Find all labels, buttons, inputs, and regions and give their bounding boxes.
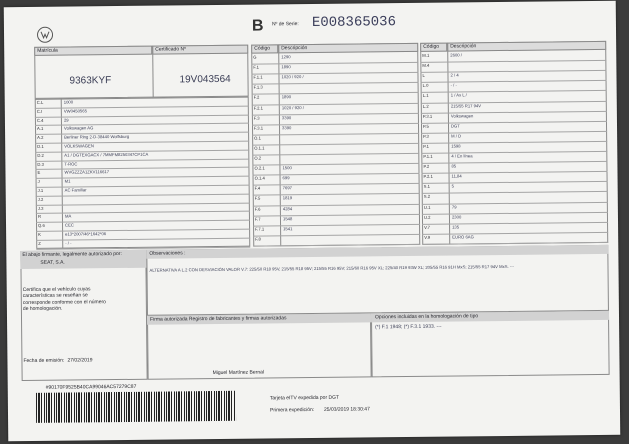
mid-row-value: 1290 [281, 54, 291, 60]
opciones-label: Opciones incluidas en la homologación de tipo [374, 313, 479, 321]
right-row-code: M.1 [422, 52, 430, 58]
certifica-text: Certifica que el vehículo cuyas características se reseñan se corresponde conforme con el número de homologación. [22, 286, 106, 312]
left-row-code: J.3 [37, 205, 44, 211]
left-row-value: T-ROC [64, 161, 78, 167]
right-row-code: L [422, 72, 425, 79]
certificado-header: Certificado Nº [152, 45, 248, 55]
mid-row-value: 7697 [282, 185, 293, 191]
left-row-code: Z [38, 240, 41, 246]
tarjeta-line: Tarjeta eITV expedida por DGT [269, 394, 340, 402]
right-row-value: EURO 6AG [452, 234, 474, 240]
right-row-value: 215/55 R17 94V [450, 102, 482, 109]
right-row-code: M.4 [422, 62, 430, 68]
right-row-value: - / - [450, 82, 457, 88]
right-row-code: S.1 [423, 184, 430, 190]
left-row-value: AC Familiar [64, 187, 87, 193]
right-codigo-header: Código [420, 43, 447, 52]
itv-card-document [4, 1, 621, 441]
left-row-value: M1 [64, 178, 71, 184]
fecha-label: Fecha de emisión: [23, 357, 65, 365]
right-row-code: P.3.1 [422, 113, 433, 119]
mid-row-code: F.1.1 [253, 74, 263, 80]
mid-row-code: O.1 [254, 135, 261, 141]
mid-row-value: 699 [282, 175, 290, 181]
mid-row-value: 1500 [282, 165, 292, 171]
signer-company: SEAT, S.A. [40, 259, 65, 266]
certificado-value: 19V043564 [179, 73, 231, 86]
mid-row-code: O.1.4 [254, 175, 265, 181]
mid-row-code: F.3.1 [253, 125, 264, 131]
left-row-code: J [37, 179, 40, 185]
left-row-value: A1 / DGTEXGACX / 7MMFM8250347CP1CA [64, 151, 149, 158]
left-row-code: C.L [36, 99, 44, 105]
mid-codigo-header: Código [251, 44, 278, 53]
left-row-code: E [37, 170, 41, 176]
right-row-code: L.1 [422, 93, 429, 99]
right-row-value: 1 / Ax L / [450, 92, 467, 98]
barcode-text: #90170F9525B40CA99046AC57279C87 [45, 383, 137, 391]
mid-row-code: F.5 [254, 195, 261, 201]
signer-label: El abajo firmante, legalmente autorizado por: [22, 250, 122, 259]
left-row-value: 1000 [63, 99, 74, 105]
left-row-code: J.1 [37, 187, 44, 193]
left-row-code: A.2 [37, 134, 44, 141]
opciones-text: (*) F.1 1948; (*) F.3.1 1933. --- [375, 323, 442, 331]
left-row-value: CEC [65, 222, 74, 228]
mid-row-value: 1020 / 920 / [281, 74, 304, 80]
serial-number: E008365036 [311, 14, 397, 31]
mid-row-value: 1890 [281, 64, 291, 70]
left-row-code: D.1 [37, 143, 44, 149]
left-row-value: 29 [63, 117, 69, 123]
right-row-code: U.2 [423, 214, 431, 220]
mid-row-value: 3390 [281, 114, 292, 120]
right-row-code: S.2 [423, 194, 431, 200]
right-row-code: P.5 [422, 123, 429, 129]
right-row-code: P.1 [423, 143, 429, 149]
left-row-value: Volkswagen AG [63, 125, 94, 131]
right-row-value: 4 / En línea [451, 153, 473, 159]
mid-row-code: F.3 [253, 115, 260, 121]
mid-row-value: 1890 [281, 94, 292, 100]
right-row-code: P.1.1 [423, 153, 433, 159]
right-row-code: L.0 [422, 83, 429, 89]
right-row-code: P.2.1 [423, 173, 433, 180]
left-row-code: A.1 [36, 126, 44, 132]
matricula-header: Matrícula [34, 46, 152, 56]
right-row-value: 2 / 4 [450, 72, 459, 78]
card-letter: B [251, 17, 264, 35]
left-row-value: VOLKSWAGEN [64, 143, 94, 149]
left-row-value: - / - [65, 240, 72, 246]
firmante-name: Miguel Martínez Bernal [212, 369, 265, 377]
left-row-value: MA [64, 213, 72, 219]
mid-row-code: F.1.3 [253, 84, 263, 90]
right-row-value: Volkswagen [450, 112, 474, 119]
left-row-code: R [37, 214, 41, 220]
mid-row-value: 1541 [283, 225, 293, 231]
left-row-value: Berliner Ring 2-D-38440 Wolfsburg [64, 134, 130, 140]
left-row-code: D.3 [37, 161, 44, 167]
mid-descripcion-header: Descripción [278, 43, 418, 53]
left-row-code: C.I [36, 108, 43, 114]
right-row-value: 2600 / [450, 52, 462, 58]
left-row-value: VW0450565 [63, 108, 87, 114]
right-descripcion-header: Descripción [447, 41, 606, 52]
right-row-value: 79 [451, 203, 457, 210]
mid-row-value: 1819 [282, 195, 293, 201]
mid-row-code: O.1.1 [254, 145, 265, 151]
right-row-code: U.1 [423, 204, 431, 210]
fecha-value: 27/02/2019 [67, 357, 93, 364]
mid-row-code: F.1 [253, 64, 260, 70]
mid-row-value: 1020 / 920 / [281, 104, 304, 110]
right-row-value: 11,84 [451, 173, 462, 179]
mid-row-code: O.2.1 [254, 165, 265, 171]
right-row-code: P.3 [423, 133, 429, 139]
left-row-code: Q.6 [38, 222, 45, 229]
mid-row-code: F.4 [254, 185, 261, 191]
firma-label: Firma autorizada Registro de fabricantes y firmas autorizadas [149, 315, 287, 323]
right-row-code: P.2 [423, 163, 430, 169]
right-row-value: 1598 [451, 143, 461, 149]
observaciones-label: Observaciones : [149, 250, 186, 257]
mid-row-value: 3390 [281, 124, 292, 130]
vw-logo-icon [37, 27, 53, 43]
observaciones-text: ALTERNATIVA A L.2 CON DESVIACIÓN VALOR V.7: 225/50 R18 95V, 215/55 R18 95V; 215/55 R16 95V; 215/60 R16 95V XL; 225/40 R19 93W XL; 205/55 R16 91H MxS; 215/55 R17 94V MxS. --- [149, 263, 515, 273]
right-row-value: DGT [450, 123, 460, 129]
mid-row-code: F.7 [254, 216, 261, 222]
serial-label: Nº de Serie: [271, 21, 299, 28]
left-row-code: K [38, 231, 41, 237]
primera-value: 25/03/2019 18:30:47 [323, 406, 370, 413]
right-row-value: 85 [451, 163, 457, 169]
right-row-code: V.7 [424, 224, 431, 230]
left-row-code: D.2 [37, 152, 44, 158]
barcode-image [36, 391, 236, 423]
right-row-code: V.9 [424, 234, 431, 240]
right-row-value: 2300 [451, 214, 462, 220]
left-row-code: C.4 [36, 117, 44, 123]
right-row-value: 135 [452, 224, 460, 230]
mid-row-code: F.6 [254, 206, 261, 212]
mid-row-code: G [253, 54, 257, 60]
primera-label: Primera expedición: [269, 406, 315, 414]
right-row-code: L.2 [422, 103, 429, 109]
mid-row-code: F.8 [255, 236, 261, 242]
mid-row-code: F.7.1 [255, 226, 265, 232]
mid-row-code: F.2 [253, 94, 260, 100]
right-row-value: 5 [451, 183, 455, 189]
left-row-value: WVGZZZA1ZKV116617 [64, 169, 110, 175]
left-row-code: J.2 [37, 196, 44, 202]
matricula-value: 9363KYF [69, 75, 112, 87]
mid-row-value: 4284 [282, 205, 293, 211]
mid-row-value: 1548 [282, 215, 293, 221]
right-row-value: M / D [451, 133, 462, 139]
mid-row-code: F.2.1 [253, 105, 263, 111]
left-row-value: e13*2007/46*1642*06 [65, 231, 107, 237]
mid-row-code: O.2 [254, 155, 262, 161]
